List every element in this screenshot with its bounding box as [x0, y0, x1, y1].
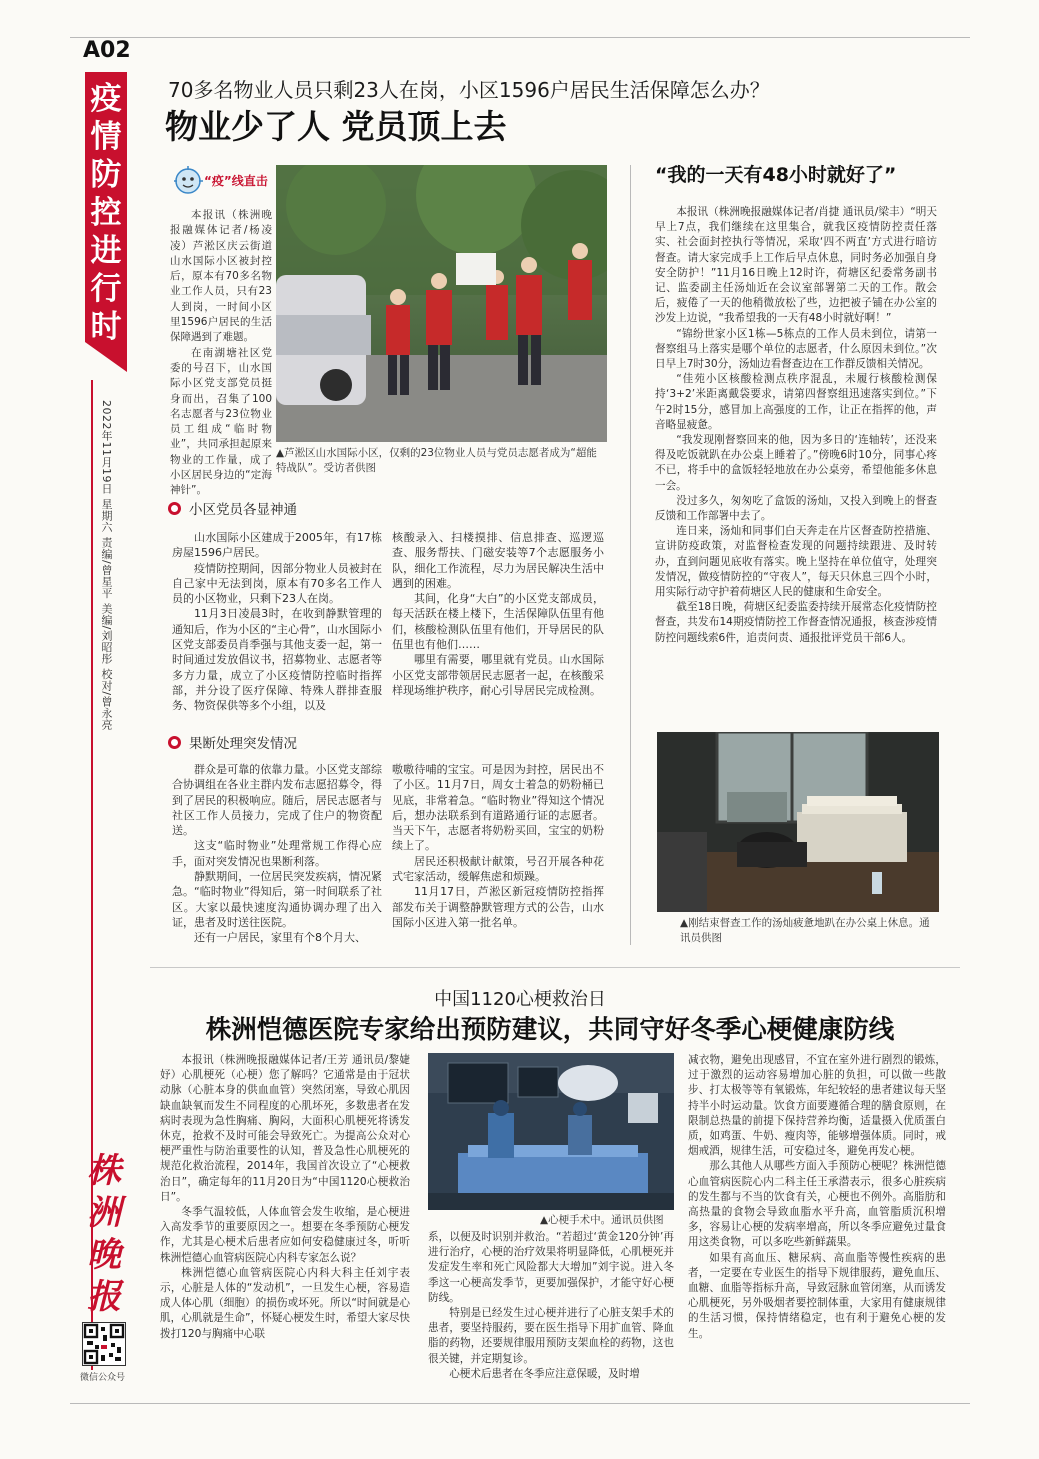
page-number: A02: [83, 38, 131, 63]
paragraph: 本报讯（株洲晚报融媒体记者/肖捷 通讯员/梁丰）“明天早上7点，我们继续在这里集合，就我区疫情防控责任落实、社会面封控执行等情况，采取‘四不两直’方式进行暗访督查。请大家完成手上工作后早点休息，同时务必加强自身安全防护！”11月16日晚上12时许，荷塘区纪委常务副书记、监委副主任汤灿近在会议室部署第二天的工作。散会后，疲倦了一天的他稍微放松了些，边把被子铺在办公室的沙发上边说，“我希望我的一天有48小时就好啊！”: [655, 206, 937, 325]
paragraph: 居民还积极献计献策，号召开展各种花式宅家活动，缓解焦虑和烦躁。: [392, 854, 604, 884]
bullet-circle-icon: [168, 736, 181, 749]
story1-sub2-col2: [392, 762, 604, 930]
story3-col2: [428, 1230, 674, 1382]
column-tag: [170, 162, 268, 200]
story1-photo-caption: ▲芦淞区山水国际小区，仅剩的23位物业人员与党员志愿者成为“超能特战队”。受访者供图: [276, 447, 597, 474]
subhead-text: 小区党员各显神通: [189, 502, 297, 518]
paragraph: 还有一户居民，家里有个8个月大、: [194, 931, 366, 945]
office-photo: [657, 732, 939, 912]
paragraph: 心梗术后患者在冬季应注意保暖，及时增: [449, 1367, 640, 1380]
section-label: 疫情防控进行时: [90, 81, 122, 345]
paragraph: 连日来，汤灿和同事们白天奔走在片区督查防控措施、宣讲防疫政策，对监督检查发现的问题持续跟进、及时转办，直到问题见底收有落实。晚上坚持在单位值守，处理突发情况，做疫情防控的“守夜人”，每天只休息三四个小时，用实际行动守护着荷塘区人民的健康和生命安全。: [655, 525, 937, 599]
paragraph: 核酸录入、扫楼摸排、信息排查、巡逻巡查、服务帮扶、门磁安装等7个志愿服务小队，细化工作流程，尽力为居民解决生活中遇到的困难。: [392, 531, 604, 590]
story1-sub2-col1: [172, 762, 382, 946]
paragraph: “佳苑小区核酸检测点秩序混乱，未履行核酸检测保持‘3+2’米距离戴袋要求，请第四督察组迅速落实到位。”下午2时15分，感冒加上高强度的工作，让正在指挥的他，声音略显疲惫。: [655, 373, 937, 431]
paragraph: 那么其他人从哪些方面入手预防心梗呢？株洲恺德心血管病医院心内二科主任王承潜表示，很多心脏疾病的发生都与不当的饮食有关，心梗也不例外。高脂肪和高热量的食物会导致血脂水平升高，血管脂质沉积增多，容易让心梗的发病率增高，所以冬季应避免过量食用这类食物，可以多吃些新鲜蔬果。: [688, 1160, 946, 1249]
top-rule: [70, 37, 970, 38]
paragraph: 没过多久，匆匆吃了盒饭的汤灿，又投入到晚上的督查反馈和工作部署中去了。: [655, 494, 937, 523]
paragraph: 群众是可靠的依靠力量。小区党支部综合协调组在各业主群内发布志愿招募令，得到了居民的积极响应。随后，居民志愿者与社区工作人员接力，完成了住户的物资配送。: [172, 763, 382, 838]
story2-body: [655, 205, 937, 646]
story1-sub1-col1: [172, 530, 382, 714]
paragraph: 如果有高血压、糖尿病、高血脂等慢性疾病的患者，一定要在专业医生的指导下规律服药，避免血压、血糖、血脂等指标升高，导致冠脉血管闭塞，从而诱发心肌梗死，另外吸烟者要控制体重，大家用有健康规律的生活习惯，保持情绪稳定，也有利于避免心梗的发生。: [688, 1251, 946, 1340]
qr-caption: 微信公众号: [80, 1373, 126, 1383]
story-divider: [150, 967, 960, 968]
story1-photo: [276, 165, 607, 442]
surgery-photo: [428, 1053, 674, 1210]
story3-photo: [428, 1053, 674, 1210]
paragraph: 哪里有需要，哪里就有党员。山水国际小区党支部带领居民志愿者一起，在核酸采样现场维护秩序，耐心引导居民完成检测。: [392, 653, 604, 697]
paragraph: 静默期间，一位居民突发疾病，情况紧急。“临时物业”得知后，第一时间联系了社区。大家以最快速度沟通协调办理了出入证，患者及时送往医院。: [172, 870, 382, 929]
story1-sub1-col2: [392, 530, 604, 698]
paragraph: 特别是已经发生过心梗并进行了心脏支架手术的患者，要坚持服药，要在医生指导下用扩血管、降血脂的药物，还要规律服用预防支架血栓的药物，这也很关键，并定期复诊。: [428, 1307, 674, 1365]
story1-lead-para: 在南湖塘社区党委的号召下，山水国际小区党支部党员挺身而出，召集了100名志愿者与23位物业员工组成“临时物业”，共同承担起原来物业的工作量，成了小区居民身边的“定海神针”。: [170, 346, 272, 497]
story3-photo-caption: ▲心梗手术中。通讯员供图: [540, 1214, 664, 1226]
column-divider: [630, 165, 631, 945]
dateline: 2022年11月19日 星期六 责编/曾星平 美编/刘昭彤 校对/曾永亮: [100, 400, 113, 731]
paragraph: 冬季气温较低，人体血管会发生收缩，是心梗进入高发季节的重要原因之一。想要在冬季预防心梗发作，尤其是心梗术后患者应如何安稳健康过冬，听听株洲恺德心血管病医院心内科专家怎么说？: [160, 1206, 410, 1264]
story1-kicker: 70多名物业人员只剩23人在岗，小区1596户居民生活保障怎么办？: [168, 78, 770, 102]
story3-col1: [160, 1053, 410, 1342]
story1-lead-para: 本报讯（株洲晚报融媒体记者/杨凌凌）芦淞区庆云街道山水国际小区被封控后，原本有70多名物业工作人员，只有23人到岗，一时间小区里1596户居民的生活保障遇到了难题。: [170, 209, 272, 344]
section-tab: [85, 72, 127, 372]
paragraph: 系，以便及时识别并救治。“若超过‘黄金120分钟’再进行治疗，心梗的治疗效果将明显降低，心肌梗死并发症发生率和死亡风险都大大增加”刘宇说。进入冬季这一心梗高发季节，更要加强保护，才能守好心梗防线。: [428, 1231, 674, 1304]
story2-headline: “我的一天有48小时就好了”: [655, 164, 897, 186]
story1-lead: [170, 208, 272, 499]
paragraph: “我发现刚督察回来的他，因为多日的‘连轴转’，还没来得及吃饭就趴在办公桌上睡着了。”傍晚6时10分，同事心疼不已，将手中的盒饭轻轻地放在办公桌旁，希望他能多休息一会。: [655, 434, 937, 492]
story1-subhead-1: [168, 498, 297, 518]
paragraph: 其间，化身“大白”的小区党支部成员，每天活跃在楼上楼下，生活保障队伍里有他们，核酸检测队伍里有他们，开导居民的队伍里也有他们……: [392, 592, 604, 652]
qr-pattern-icon: [83, 1323, 125, 1365]
paragraph: 11月17日，芦淞区新冠疫情防控指挥部发布关于调整静默管理方式的公告，山水国际小区进入第一批名单。: [392, 885, 604, 929]
story1-headline: 物业少了人 党员顶上去: [165, 107, 507, 146]
subhead-text: 果断处理突发情况: [189, 736, 297, 752]
story2-photo-caption: ▲刚结束督查工作的汤灿疲惫地趴在办公桌上休息。通讯员供图: [680, 917, 930, 944]
paragraph: 疫情防控期间，因部分物业人员被封在自己家中无法到岗，原本有70多名工作人员的小区物业，只剩下23人在岗。: [172, 561, 382, 606]
story3-col3: [688, 1053, 946, 1342]
qr-code[interactable]: [82, 1322, 126, 1366]
paragraph: 11月3日凌晨3时，在收到静默管理的通知后，作为小区的“主心骨”，山水国际小区党支部委员肖季强与其他支委一起，第一时间通过发放倡议书，招募物业、志愿者等多方力量，成立了小区疫情防控临时指挥部，并分设了医疗保障、特殊人群排查服务、物资保供等多个小组，以及: [172, 607, 382, 713]
paragraph: 本报讯（株洲晚报融媒体记者/王芳 通讯员/黎婕妤）心肌梗死（心梗）您了解吗？它通常是由于冠状动脉（心脏本身的供血血管）突然闭塞，导致心肌因缺血缺氧而发生不同程度的心肌坏死，多数患者在发病时表现为急性胸痛、胸闷，大面积心肌梗死将诱发休克，抢救不及时可能会导致死亡。为提高公众对心梗严重性与防治重要性的认知，普及急性心肌梗死的规范化救治流程，2014年，我国首次设立了“心梗救治日”，确定每年的11月20日为“中国1120心梗救治日”。: [160, 1054, 410, 1203]
paragraph: 截至18日晚，荷塘区纪委监委持续开展常态化疫情防控督查，共发布14期疫情防控工作督查情况通报，核查涉疫情防控问题线索6件，追责问责、通报批评党员干部6人。: [655, 601, 937, 644]
volunteers-photo: [276, 165, 607, 442]
bullet-circle-icon: [168, 502, 181, 515]
paragraph: 这支“临时物业”处理常规工作得心应手，面对突发情况也果断利落。: [172, 839, 382, 868]
story1-subhead-2: [168, 732, 297, 752]
newspaper-logo: 株洲晚报: [87, 1151, 121, 1317]
paragraph: 株洲恺德心血管病医院心内科大科主任刘宇表示，心脏是人体的“发动机”，一旦发生心梗，容易造成人体心肌（细胞）的损伤或坏死。所以“时间就是心肌，心肌就是生命”，怀疑心梗发生时，希望大家尽快拨打120与胸痛中心联: [160, 1266, 410, 1340]
story2-photo: [657, 732, 939, 912]
bottom-rule: [70, 1403, 970, 1404]
paragraph: “锦纷世家小区1栋—5栋点的工作人员未到位，请第一督察组马上落实是哪个单位的志愿者，什么原因未到位。”次日早上7时30分，汤灿边看督查边在工作群反馈相关情况。: [655, 327, 937, 371]
column-tag-label: “疫”线直击: [204, 174, 268, 188]
paragraph: 山水国际小区建成于2005年，有17栋房屋1596户居民。: [172, 531, 382, 560]
paragraph: 减衣物，避免出现感冒，不宜在室外进行剧烈的锻炼，过于激烈的运动容易增加心脏的负担，可以做一些散步、打太极等等有氧锻炼，年纪较轻的患者建议每天坚持半小时运动量。饮食方面要遵循合理的膳食原则，在限制总热量的前提下保持营养均衡，适量摄入优质蛋白质，如鸡蛋、牛奶、瘦肉等，能够增强体质。同时，戒烟戒酒，规律生活，可安稳过冬，避免再发心梗。: [688, 1054, 946, 1158]
paragraph: 嗷嗷待哺的宝宝。可是因为封控，居民出不了小区。11月7日，周女士着急的奶粉桶已见底，非常着急。“临时物业”得知这个情况后，想办法联系到有道路通行证的志愿者。当天下午，志愿者将奶粉买回，宝宝的奶粉续上了。: [392, 763, 604, 853]
story3-headline: 株洲恺德医院专家给出预防建议，共同守好冬季心梗健康防线: [205, 1015, 895, 1045]
story3-kicker: 中国1120心梗救治日: [434, 989, 606, 1010]
